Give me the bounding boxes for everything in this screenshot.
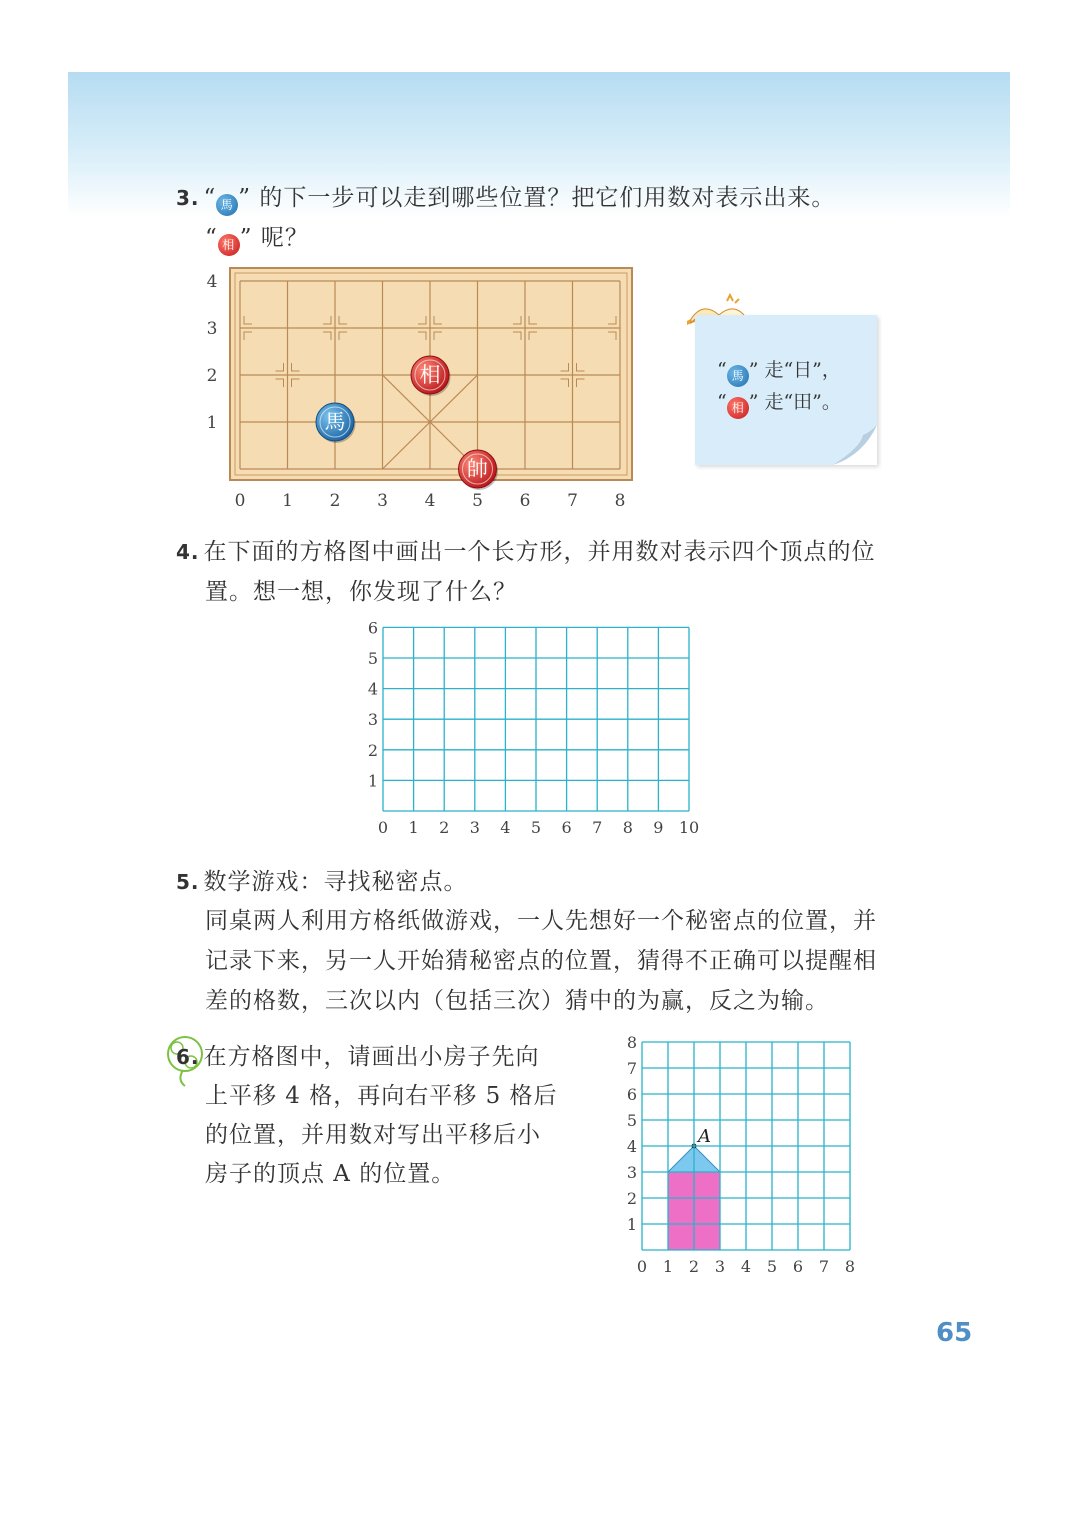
general-piece-label: 帥	[467, 457, 488, 481]
board-x-label: 3	[377, 491, 388, 511]
grid-y-label: 6	[626, 1085, 638, 1104]
grid-y-label: 1	[626, 1215, 638, 1234]
grid-x-label: 10	[678, 818, 700, 837]
grid-y-label: 3	[367, 710, 379, 730]
q6-line3: 的位置，并用数对写出平移后小	[205, 1122, 541, 1148]
grid-x-label: 4	[740, 1257, 752, 1276]
q5-number: 5.	[176, 870, 200, 894]
board-y-label: 1	[206, 413, 218, 433]
board-y-label: 3	[206, 319, 218, 339]
grid-y-label: 6	[367, 618, 379, 638]
grid-y-label: 2	[367, 740, 379, 760]
grid-y-label: 2	[626, 1189, 638, 1208]
q6-line2: 上平移 4 格，再向右平移 5 格后	[205, 1083, 558, 1109]
grid-x-label: 0	[636, 1257, 648, 1276]
q5-line1: 同桌两人利用方格纸做游戏，一人先想好一个秘密点的位置，并	[205, 908, 877, 934]
grid-x-label: 5	[766, 1257, 778, 1276]
grid-y-label: 3	[626, 1163, 638, 1182]
hint-horse-rule: “ 馬 ” 走“日”，	[717, 355, 841, 387]
q3-subquestion: 呢？	[260, 225, 309, 251]
grid-y-label: 5	[626, 1111, 638, 1130]
grid-y-label: 4	[367, 679, 379, 699]
grid-x-label: 2	[439, 818, 450, 837]
board-x-label: 2	[329, 491, 341, 511]
q4-number: 4.	[176, 540, 200, 564]
board-y-label: 2	[206, 366, 218, 386]
grid-x-label: 6	[561, 818, 572, 837]
board-x-label: 1	[282, 491, 293, 511]
q5-line3: 差的格数，三次以内（包括三次）猜中的为赢，反之为输。	[205, 988, 829, 1014]
q6-line4: 房子的顶点 A 的位置。	[205, 1161, 456, 1187]
q6-line1: 6. 在方格图中，请画出小房子先向	[176, 1044, 540, 1070]
q3-line1: 3. “ 馬 ” 的下一步可以走到哪些位置？把它们用数对表示出来。	[176, 178, 835, 218]
q3-number: 3.	[176, 186, 200, 210]
hint-note	[695, 315, 877, 465]
q5-line2: 记录下来，另一人开始猜秘密点的位置，猜得不正确可以提醒相	[205, 948, 877, 974]
grid-x-label: 3	[469, 818, 480, 837]
grid-y-label: 8	[626, 1033, 638, 1052]
board-x-label: 6	[519, 491, 531, 511]
board-x-label: 4	[424, 491, 436, 511]
board-x-label: 7	[567, 491, 578, 511]
grid-y-label: 7	[626, 1059, 638, 1078]
board-x-label: 0	[234, 491, 246, 511]
elephant-piece-icon: 相	[218, 234, 240, 256]
grid-x-label: 8	[622, 818, 633, 837]
grid-y-label: 5	[367, 649, 379, 668]
grid-x-label: 4	[500, 818, 511, 837]
grid-y-label: 1	[367, 771, 379, 791]
grid-x-label: 0	[377, 818, 389, 837]
grid-x-label: 1	[662, 1257, 674, 1276]
q5-title: 5. 数学游戏：寻找秘密点。	[176, 869, 468, 895]
q3-question: 的下一步可以走到哪些位置？把它们用数对表示出来。	[259, 185, 836, 211]
grid-10x6	[355, 618, 715, 843]
grid-x-label: 3	[714, 1257, 726, 1276]
horse-piece-icon: 馬	[727, 365, 749, 387]
chess-board	[195, 262, 645, 517]
q4-line2: 置。想一想，你发现了什么？	[205, 579, 517, 605]
grid-x-label: 7	[818, 1257, 830, 1276]
board-x-label: 8	[614, 491, 626, 511]
grid-x-label: 5	[530, 818, 542, 837]
horse-piece-icon: 馬	[216, 194, 238, 216]
grid-x-label: 9	[653, 818, 664, 837]
board-x-label: 5	[472, 491, 483, 511]
grid-x-label: 1	[408, 818, 419, 837]
grid-x-label: 2	[688, 1257, 700, 1276]
hint-elephant-rule: “ 相 ” 走“田”。	[717, 387, 841, 419]
grid-x-label: 8	[844, 1257, 856, 1276]
apex-label: A	[698, 1126, 711, 1147]
elephant-piece-label: 相	[419, 363, 441, 387]
q6-number: 6.	[176, 1045, 200, 1069]
elephant-piece-icon: 相	[727, 397, 749, 419]
horse-piece-label: 馬	[324, 410, 346, 434]
q3-line2: “ 相 ” 呢？	[205, 218, 309, 258]
grid-x-label: 7	[592, 818, 603, 837]
grid-y-label: 4	[626, 1137, 638, 1156]
page-curl-icon	[833, 425, 877, 465]
grid-8x8-house	[612, 1030, 872, 1280]
q4-line1: 4. 在下面的方格图中画出一个长方形，并用数对表示四个顶点的位	[176, 539, 876, 565]
page-number: 65	[936, 1318, 973, 1348]
board-y-label: 4	[206, 272, 218, 292]
grid-x-label: 6	[792, 1257, 804, 1276]
